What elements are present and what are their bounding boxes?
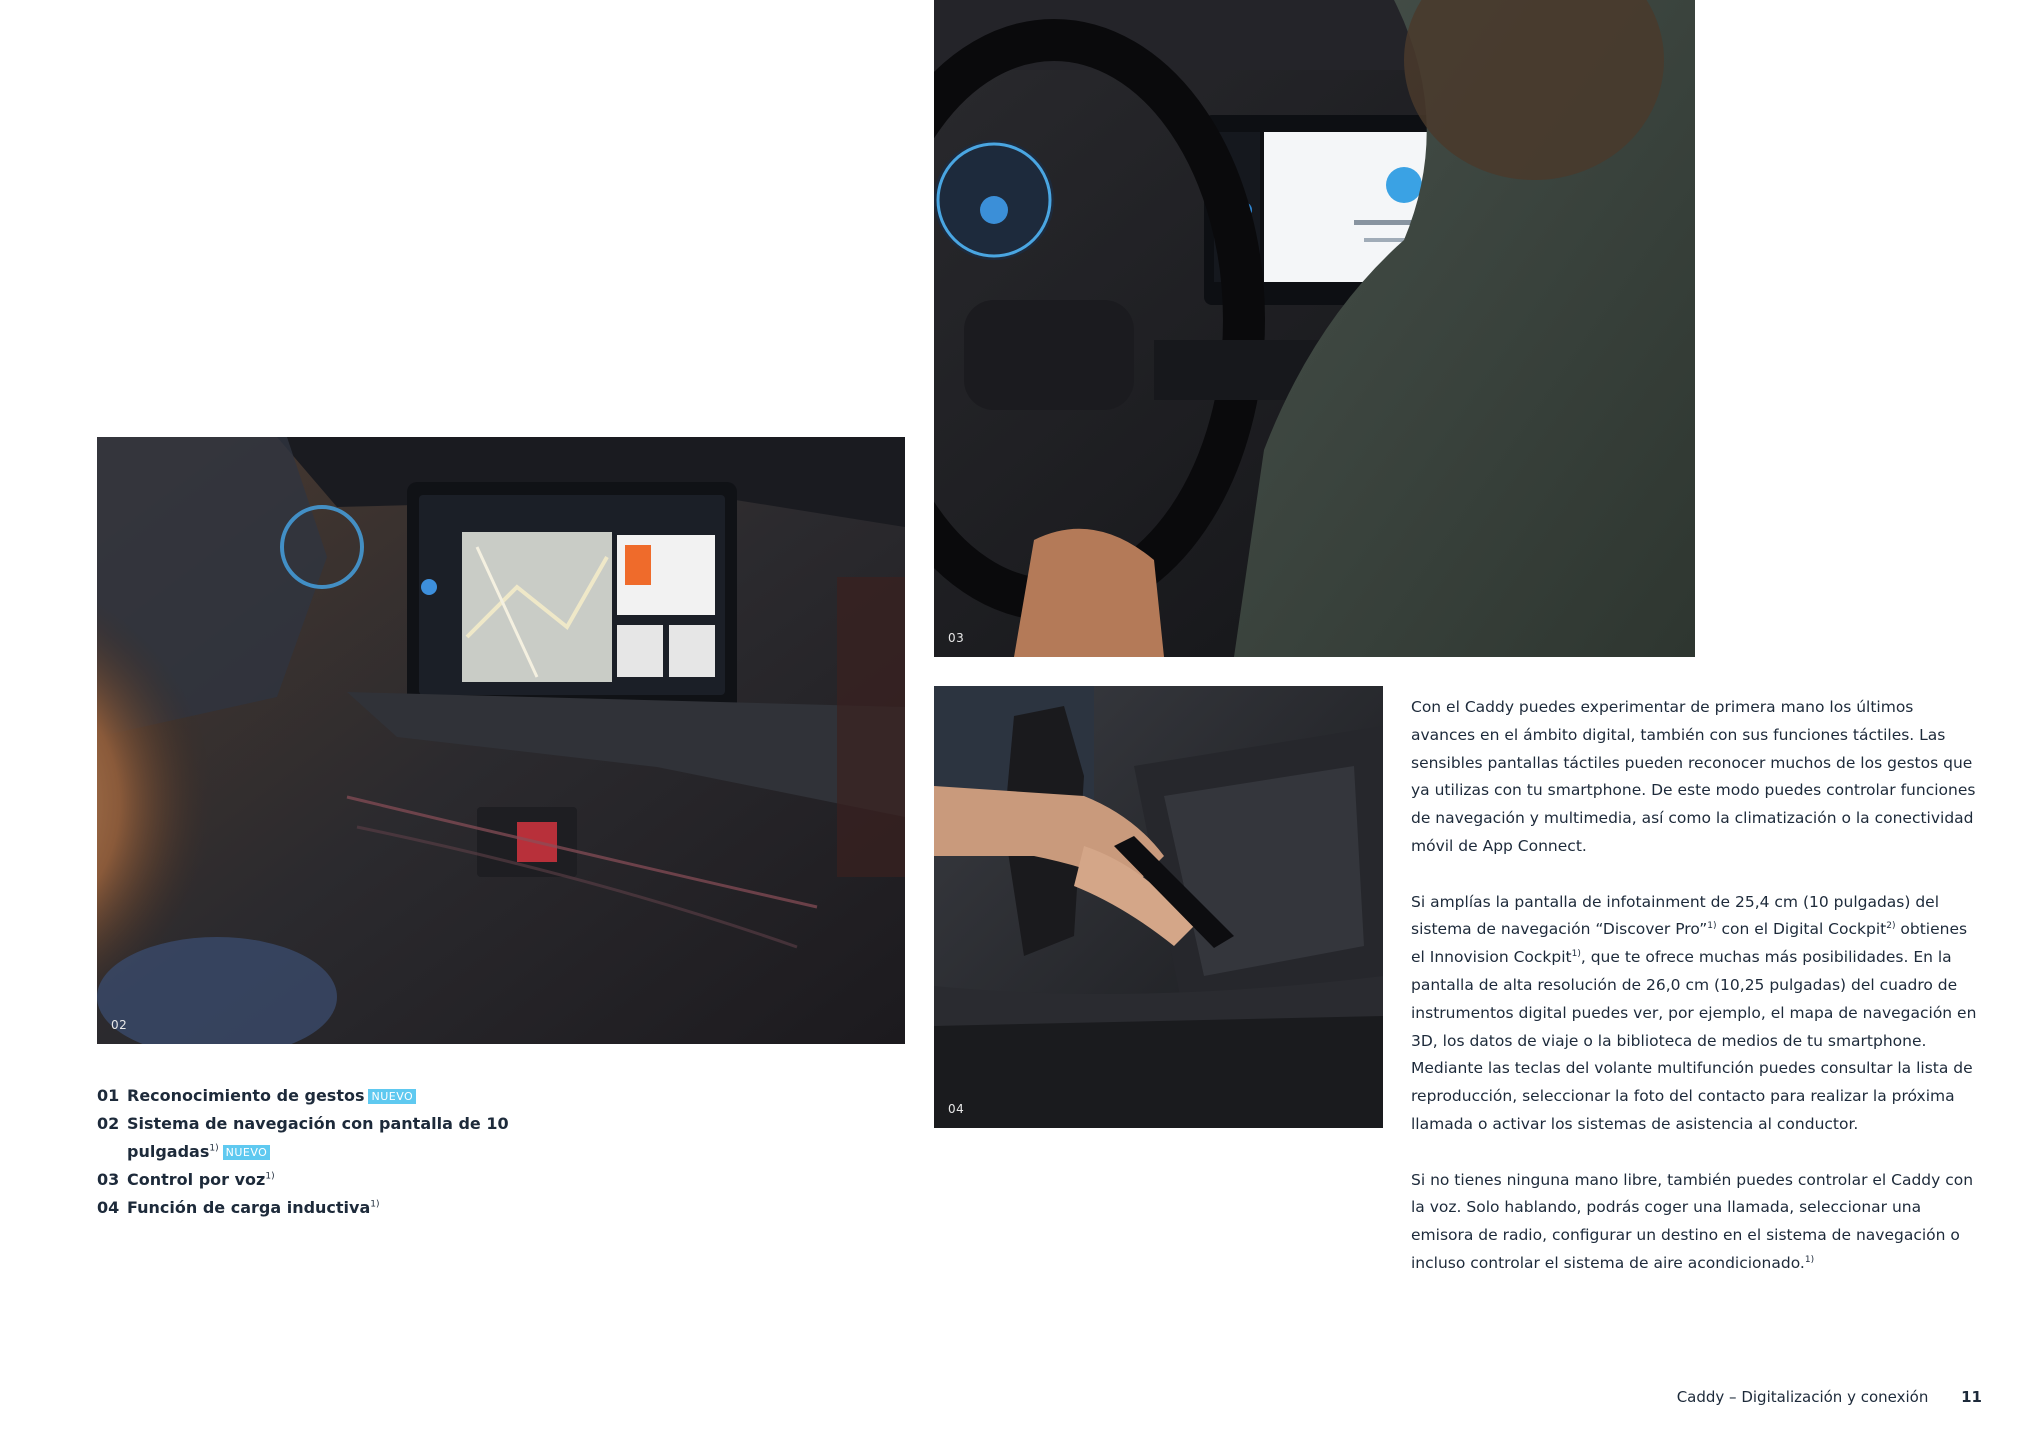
- feature-item: [97, 1194, 517, 1222]
- feature-number: 01: [97, 1086, 120, 1105]
- page-footer: [1677, 1388, 1982, 1406]
- feature-number: 04: [97, 1198, 120, 1217]
- feature-item: [97, 1082, 517, 1110]
- feature-list: [97, 1082, 517, 1222]
- feature-text: Reconocimiento de gestos: [127, 1086, 365, 1105]
- photo-number: 03: [948, 631, 965, 645]
- feature-item: [97, 1166, 517, 1194]
- footnote-marker: 1): [209, 1143, 219, 1154]
- footnote-marker: 1): [1571, 949, 1581, 960]
- photo-voice-control: [934, 0, 1695, 657]
- photo-02-illustration: [97, 437, 905, 1044]
- feature-item: [97, 1110, 517, 1166]
- footnote-marker: 2): [1886, 921, 1896, 932]
- feature-text: Control por voz: [127, 1170, 266, 1189]
- feature-number: 02: [97, 1114, 120, 1133]
- page-number: 11: [1961, 1388, 1982, 1406]
- feature-text: Función de carga inductiva: [127, 1198, 371, 1217]
- photo-number: 04: [948, 1102, 965, 1116]
- photo-number: 02: [111, 1018, 128, 1032]
- paragraph-text: Si amplías la pantalla de infotainment de 25,4 cm (10 pulgadas) del sistema de navegación “Discover Pro”: [1411, 892, 1940, 939]
- footnote-marker: 1): [370, 1199, 380, 1210]
- footnote-marker: 1): [1804, 1254, 1815, 1265]
- paragraph-voice-control: [1411, 1167, 1981, 1278]
- feature-text: Sistema de navegación con pantalla de 10 pulgadas: [127, 1114, 509, 1161]
- paragraph-innovision-cockpit: [1411, 889, 1981, 1139]
- paragraph-text: con el Digital Cockpit: [1716, 920, 1887, 939]
- photo-inductive-charging: [934, 686, 1383, 1128]
- new-badge: NUEVO: [368, 1089, 416, 1104]
- footnote-marker: 1): [265, 1171, 275, 1182]
- paragraph-touch-functions: Con el Caddy puedes experimentar de primera mano los últimos avances en el ámbito digital, también con sus funciones táctiles. Las sensibles pantallas táctiles pueden reconocer muchos de los gestos que ya utilizas con tu smartphone. De este modo puedes controlar funciones de navegación y multimedia, así como la climatización o la conectividad móvil de App Connect.: [1411, 698, 1976, 855]
- new-badge: NUEVO: [223, 1145, 271, 1160]
- photo-04-illustration: [934, 686, 1383, 1128]
- footnote-marker: 1): [1707, 921, 1717, 932]
- photo-infotainment-screen: [97, 437, 905, 1044]
- photo-03-illustration: [934, 0, 1695, 657]
- section-title: Caddy – Digitalización y conexión: [1676, 1388, 1929, 1406]
- feature-number: 03: [97, 1170, 120, 1189]
- body-text: [1411, 694, 1981, 1306]
- paragraph-text: Si no tienes ninguna mano libre, también puedes controlar el Caddy con la voz. Solo hablando, podrás coger una llamada, seleccionar una emisora de radio, configurar un destino en el sistema de navegación o incluso controlar el sistema de aire acondicionado.: [1411, 1170, 1974, 1272]
- paragraph-text: obtienes el Innovision Cockpit: [1411, 920, 1968, 967]
- paragraph-text: , que te ofrece muchas más posibilidades. En la pantalla de alta resolución de 26,0 cm (10,25 pulgadas) del cuadro de instrumentos digital puedes ver, por ejemplo, el mapa de navegación en 3D, los datos de viaje o la biblioteca de medios de tu smartphone. Mediante las teclas del volante multifunción puedes consultar la lista de reproducción, seleccionar la foto del contacto para realizar la próxima llamada o activar los sistemas de asistencia al conductor.: [1411, 948, 1977, 1133]
